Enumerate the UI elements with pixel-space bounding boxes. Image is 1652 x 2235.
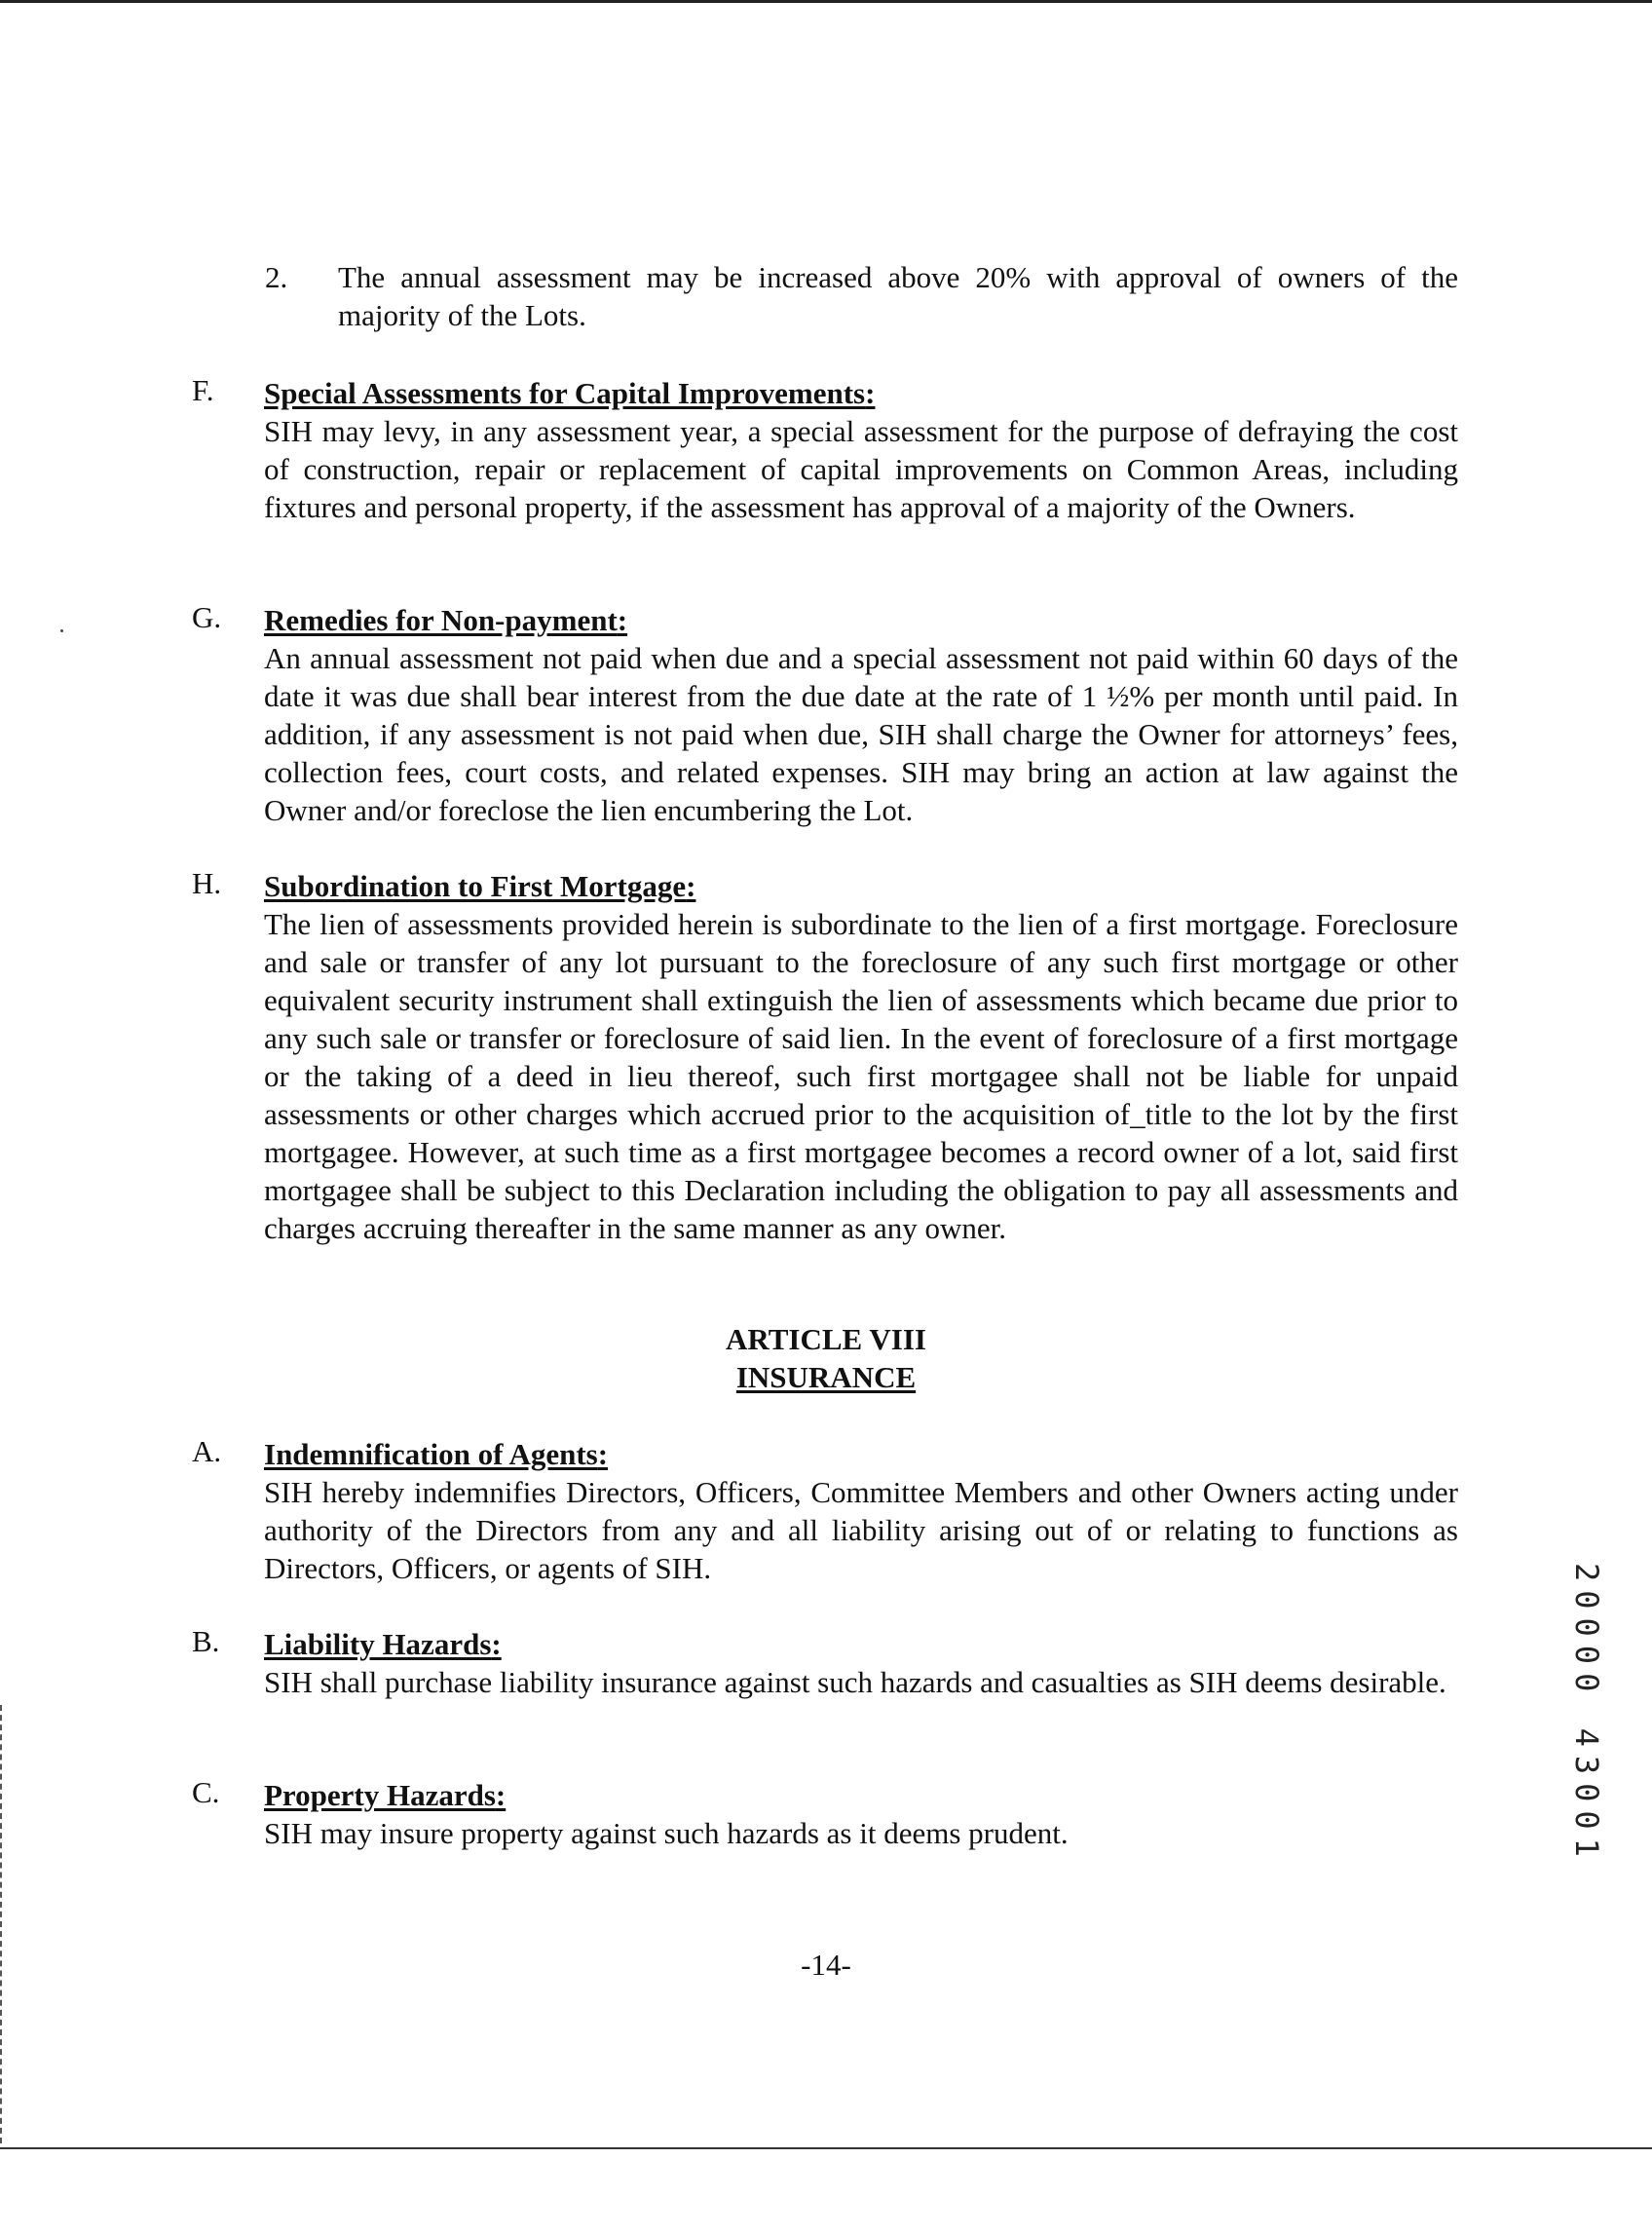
section-letter-f: F. <box>192 373 214 407</box>
section-letter-a: A. <box>192 1434 222 1468</box>
section-heading-h-text: Subordination to First Mortgage <box>264 869 687 903</box>
page-number: -14- <box>801 1948 851 1982</box>
section-body-f: SIH may levy, in any assessment year, a special assessment for the purpose of defraying the cost of construction, repair or replacement of capital improvements on Common Areas, including fixtures and personal property, if the assessment has approval of a majority of the Owners. <box>264 414 1458 524</box>
article-title: ARTICLE VIII <box>726 1322 926 1356</box>
section-letter-h: H. <box>192 866 222 900</box>
section-heading-b-text: Liability Hazards <box>264 1627 492 1661</box>
section-letter-b: B. <box>192 1624 220 1658</box>
section-heading-a-text: Indemnification of Agents <box>264 1437 598 1471</box>
section-letter-g: G. <box>192 600 222 634</box>
article-subtitle <box>0 1358 1652 1396</box>
section-letter-c: C. <box>192 1775 220 1809</box>
section-body-b: SIH shall purchase liability insurance against such hazards and casualties as SIH deems desirable. <box>264 1665 1446 1699</box>
section-heading-c: Property Hazards: <box>264 1778 507 1812</box>
section-heading-g: Remedies for Non-payment: <box>264 603 628 637</box>
section-heading-f: Special Assessments for Capital Improvements: <box>264 376 876 410</box>
section-body-c: SIH may insure property against such hazards as it deems prudent. <box>264 1816 1069 1850</box>
section-heading-b: Liability Hazards: <box>264 1627 502 1661</box>
section-body-a: SIH hereby indemnifies Directors, Officers, Committee Members and other Owners acting under authority of the Directors from any and all liability arising out of or relating to functions as Directors, Officers, or agents of SIH. <box>264 1475 1458 1585</box>
document-stamp <box>1570 1563 1609 2235</box>
article-subtitle-text: INSURANCE <box>735 1360 917 1394</box>
section-heading-a: Indemnification of Agents: <box>264 1437 609 1471</box>
section-body-h: The lien of assessments provided herein is subordinate to the lien of a first mortgage. Foreclosure and sale or transfer of any lot pursuant to the foreclosure of any such first mortgage or other equivalent security instrument shall extinguish the lien of assessments which became due prior to any such sale or transfer or foreclosure of said lien. In the event of foreclosure of a first mortgage or the taking of a deed in lieu thereof, such first mortgagee shall not be liable for unpaid assessments or other charges which accrued prior to the acquisition of_title to the lot by the first mortgagee. However, at such time as a first mortgagee becomes a record owner of a lot, said first mortgagee shall be subject to this Declaration including the obligation to pay all assessments and charges accruing thereafter in the same manner as any owner. <box>264 907 1458 1245</box>
list-item-number: 2. <box>265 260 288 294</box>
section-body-g: An annual assessment not paid when due and a special assessment not paid within 60 days of the date it was due shall bear interest from the due date at the rate of 1 ½% per month until paid. In addition, if any assessment is not paid when due, SIH shall charge the Owner for attorneys’ fees, collection fees, court costs, and related expenses. SIH may bring an action at law against the Owner and/or foreclose the lien encumbering the Lot. <box>264 641 1458 827</box>
section-heading-f-text: Special Assessments for Capital Improvements <box>264 376 866 410</box>
list-item-text: The annual assessment may be increased above 20% with approval of owners of the majority of the Lots. <box>338 260 1458 332</box>
section-heading-g-text: Remedies for Non-payment <box>264 603 618 637</box>
section-heading-h: Subordination to First Mortgage: <box>264 869 696 903</box>
section-heading-c-text: Property Hazards <box>264 1778 496 1812</box>
document-stamp-text: 20000 43001 <box>1568 1563 1605 1866</box>
